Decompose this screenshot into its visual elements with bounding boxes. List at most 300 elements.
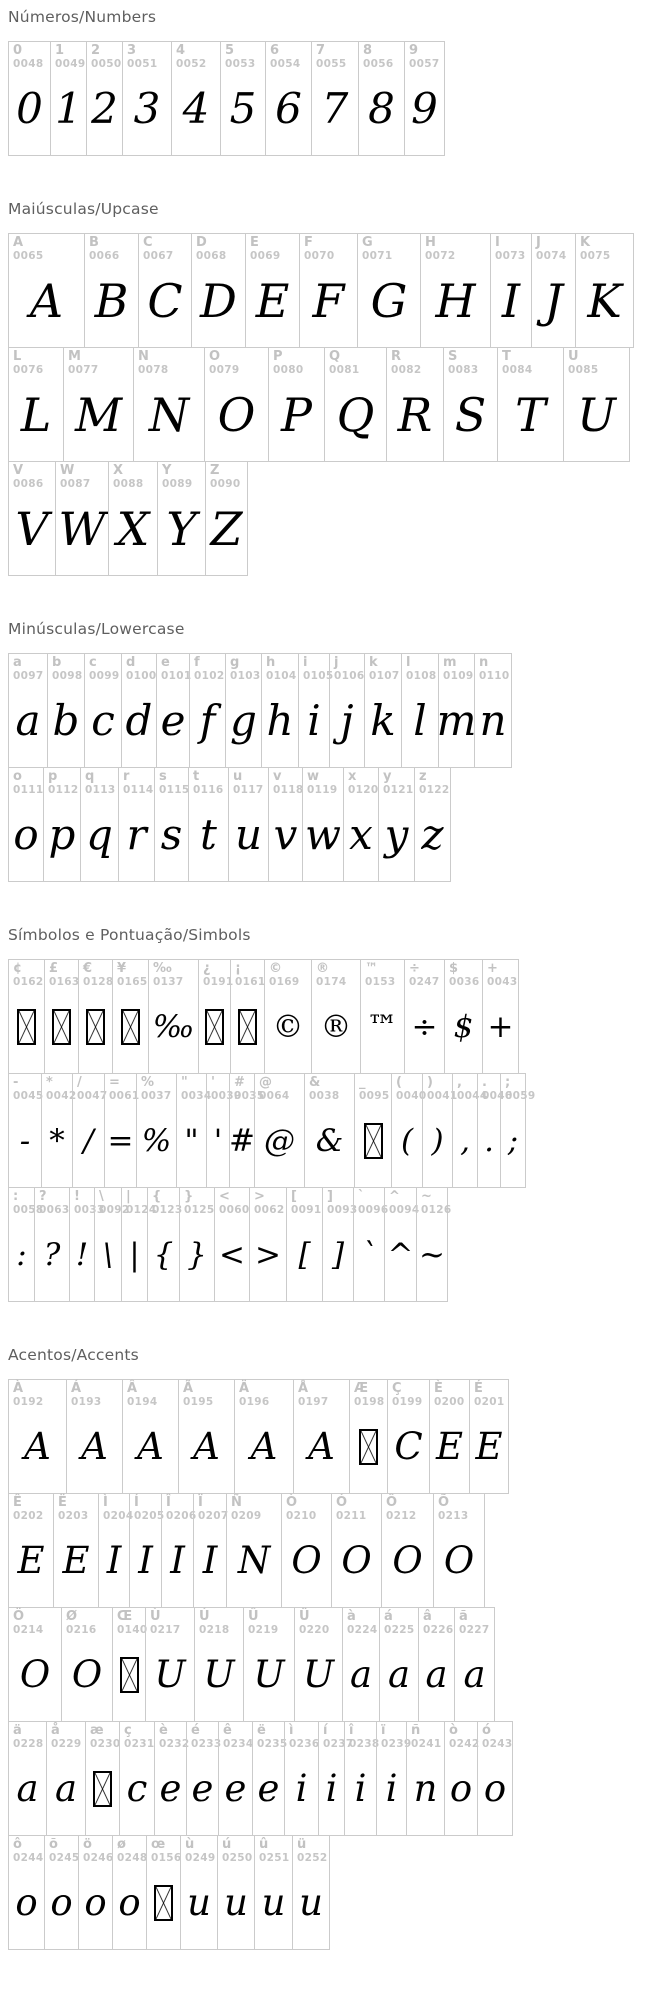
glyph-cell-0238 [344, 1722, 380, 1835]
cell-character: ñ [411, 1723, 421, 1738]
cell-label [9, 1608, 61, 1636]
cell-unicode-code: 0066 [89, 249, 120, 262]
cell-label [355, 1074, 391, 1102]
cell-character: [ [291, 1189, 297, 1204]
missing-glyph-box-icon [364, 1123, 383, 1159]
glyph-preview: z [421, 810, 444, 860]
glyph-cell-0057 [404, 42, 444, 155]
cell-label [255, 1836, 292, 1864]
glyph-cell-0162 [9, 960, 44, 1073]
cell-unicode-code: 0121 [383, 783, 414, 796]
cell-label [354, 1188, 389, 1216]
cell-label [87, 42, 122, 70]
cell-unicode-code: 0119 [307, 783, 338, 796]
cell-character: M [68, 349, 81, 364]
missing-glyph-area [231, 988, 264, 1073]
cell-label [9, 1722, 46, 1750]
glyph-cell-0126 [416, 1188, 452, 1301]
cell-label [453, 1074, 488, 1102]
cell-unicode-code: 0083 [448, 363, 479, 376]
cell-unicode-code: 0193 [71, 1395, 102, 1408]
glyph-cell-0206 [161, 1494, 197, 1607]
cell-unicode-code: 0097 [13, 669, 44, 682]
cell-character: Ç [392, 1381, 402, 1396]
glyph-preview: e [159, 1767, 182, 1811]
glyph-cell-0100 [121, 654, 156, 767]
cell-label [99, 1494, 134, 1522]
glyph-cell-0052 [171, 42, 220, 155]
glyph-preview: A [308, 1425, 335, 1469]
glyph-preview: F [312, 273, 345, 328]
grid-row [8, 1607, 495, 1722]
glyph-cell-0205 [129, 1494, 165, 1607]
glyph-cell-0110 [474, 654, 511, 767]
cell-label [51, 42, 86, 70]
cell-label [9, 42, 50, 70]
cell-character: O [209, 349, 221, 364]
glyph-preview: = [107, 1122, 134, 1159]
cell-label [330, 654, 364, 682]
cell-label [377, 1722, 412, 1750]
glyph-cell-0219 [243, 1608, 294, 1721]
cell-unicode-code: 0137 [153, 975, 184, 988]
glyph-preview: W [58, 501, 106, 556]
cell-character: U [568, 349, 579, 364]
cell-label [501, 1074, 536, 1102]
cell-unicode-code: 0233 [191, 1737, 222, 1750]
cell-label [42, 1074, 77, 1102]
cell-label [439, 654, 474, 682]
glyph-cell-0114 [118, 768, 154, 881]
cell-character: Ô [386, 1495, 398, 1510]
cell-character: R [391, 349, 402, 364]
cell-label [475, 654, 511, 682]
cell-unicode-code: 0239 [381, 1737, 412, 1750]
glyph-preview: 1 [55, 84, 82, 134]
glyph-preview: o [13, 810, 39, 860]
cell-unicode-code: 0076 [13, 363, 44, 376]
cell-label [189, 768, 228, 796]
glyph-cell-0236 [284, 1722, 318, 1835]
cell-character: 3 [127, 43, 137, 58]
cell-unicode-code: 0123 [152, 1203, 183, 1216]
cell-label [255, 1074, 304, 1102]
glyph-cell-0165 [112, 960, 148, 1073]
cell-label [85, 654, 121, 682]
glyph-preview: o [483, 1767, 507, 1811]
cell-character: T [502, 349, 511, 364]
glyph-cell-0231 [119, 1722, 154, 1835]
glyph-cell-0232 [154, 1722, 190, 1835]
glyph-preview: X [116, 501, 150, 556]
cell-label [73, 1074, 108, 1102]
cell-unicode-code: 0071 [362, 249, 393, 262]
cell-character: î [349, 1723, 354, 1738]
glyph-cell-0228 [9, 1722, 46, 1835]
glyph-cell-0128 [78, 960, 112, 1073]
glyph-preview: } [187, 1236, 207, 1273]
glyph-preview: J [544, 273, 563, 328]
glyph-preview: u [187, 1881, 211, 1925]
glyph-cell-0124 [121, 1188, 157, 1301]
cell-character: V [13, 463, 24, 478]
glyph-preview: ) [431, 1122, 444, 1159]
cell-unicode-code: 0231 [124, 1737, 155, 1750]
cell-unicode-code: 0041 [427, 1089, 458, 1102]
cell-label [229, 768, 268, 796]
cell-character: o [13, 769, 22, 784]
cell-label [9, 462, 55, 490]
grid-row [8, 41, 445, 156]
cell-unicode-code: 0036 [449, 975, 480, 988]
cell-character: : [13, 1189, 19, 1204]
cell-character: Ö [13, 1609, 25, 1624]
cell-unicode-code: 0085 [568, 363, 599, 376]
cell-character: ï [381, 1723, 386, 1738]
glyph-cell-0072 [420, 234, 490, 347]
glyph-preview: B [94, 273, 129, 328]
glyph-cell-0103 [225, 654, 261, 767]
cell-label [295, 1608, 342, 1636]
cell-label [79, 1836, 112, 1864]
cell-unicode-code: 0251 [259, 1851, 290, 1864]
glyph-preview: m [436, 696, 477, 746]
glyph-cell-0227 [454, 1608, 494, 1721]
cell-unicode-code: 0094 [389, 1203, 420, 1216]
cell-label [44, 768, 80, 796]
cell-label [85, 234, 138, 262]
cell-label [205, 348, 268, 376]
cell-character: 0 [13, 43, 23, 58]
glyph-cell-0071 [357, 234, 420, 347]
cell-unicode-code: 0069 [250, 249, 281, 262]
cell-character: Ñ [231, 1495, 242, 1510]
missing-glyph-area [9, 988, 44, 1073]
glyph-preview: E [435, 1425, 463, 1469]
cell-unicode-code: 0126 [421, 1203, 452, 1216]
glyph-preview: f [199, 696, 216, 746]
cell-unicode-code: 0101 [161, 669, 192, 682]
cell-label [361, 960, 404, 988]
glyph-preview: ^ [387, 1236, 414, 1273]
cell-character: ø [117, 1837, 126, 1852]
missing-glyph-area [355, 1102, 391, 1187]
cell-unicode-code: 0161 [235, 975, 266, 988]
cell-label [319, 1722, 354, 1750]
glyph-preview: E [17, 1539, 45, 1583]
cell-label [134, 348, 204, 376]
glyph-preview: K [587, 273, 622, 328]
cell-label [172, 42, 220, 70]
glyph-preview: O [443, 1539, 475, 1583]
glyph-preview: i [325, 1767, 338, 1811]
cell-label [387, 348, 443, 376]
glyph-cell-0115 [154, 768, 188, 881]
cell-label [215, 1188, 249, 1216]
cell-unicode-code: 0051 [127, 57, 158, 70]
cell-unicode-code: 0102 [194, 669, 225, 682]
cell-character: Å [298, 1381, 309, 1396]
cell-unicode-code: 0084 [502, 363, 533, 376]
glyph-cell-0093 [322, 1188, 358, 1301]
cell-label [190, 654, 225, 682]
cell-unicode-code: 0113 [85, 783, 116, 796]
glyph-cell-0202 [9, 1494, 53, 1607]
glyph-preview: A [81, 1425, 108, 1469]
glyph-preview: 7 [321, 84, 349, 134]
cell-unicode-code: 0252 [297, 1851, 328, 1864]
cell-unicode-code: 0165 [117, 975, 148, 988]
glyph-cell-0049 [50, 42, 86, 155]
glyph-cell-0092 [94, 1188, 130, 1301]
glyph-cell-0108 [401, 654, 438, 767]
cell-character: û [259, 1837, 269, 1852]
cell-character: l [406, 655, 411, 670]
glyph-cell-0220 [294, 1608, 342, 1721]
cell-unicode-code: 0087 [60, 477, 91, 490]
glyph-cell-0088 [108, 462, 157, 575]
cell-label [95, 1188, 130, 1216]
cell-label [445, 960, 482, 988]
glyph-cell-0043 [482, 960, 518, 1073]
cell-label [162, 1494, 197, 1522]
glyph-cell-0125 [179, 1188, 214, 1301]
cell-character: Q [329, 349, 341, 364]
cell-unicode-code: 0248 [117, 1851, 148, 1864]
cell-unicode-code: 0074 [536, 249, 567, 262]
cell-label [470, 1380, 508, 1408]
glyph-cell-0122 [414, 768, 450, 881]
glyph-cell-0229 [46, 1722, 85, 1835]
glyph-preview: $ [453, 1008, 474, 1045]
grid-row [8, 461, 248, 576]
cell-character: ã [459, 1609, 468, 1624]
glyph-cell-0047 [72, 1074, 108, 1187]
cell-unicode-code: 0162 [13, 975, 44, 988]
cell-unicode-code: 0099 [89, 669, 120, 682]
cell-label [9, 768, 43, 796]
cell-label [380, 1608, 418, 1636]
glyph-cell-0216 [61, 1608, 112, 1721]
glyph-cell-0199 [387, 1380, 429, 1493]
cell-label [299, 654, 334, 682]
cell-character: / [77, 1075, 82, 1090]
cell-unicode-code: 0091 [291, 1203, 322, 1216]
cell-character: x [348, 769, 357, 784]
cell-character: s [159, 769, 167, 784]
glyph-preview: a [463, 1653, 486, 1697]
glyph-preview: R [397, 387, 433, 442]
cell-unicode-code: 0213 [438, 1509, 469, 1522]
cell-label [253, 1722, 288, 1750]
glyph-preview: U [302, 1653, 335, 1697]
cell-unicode-code: 0061 [109, 1089, 140, 1102]
cell-unicode-code: 0216 [66, 1623, 97, 1636]
glyph-cell-0251 [254, 1836, 292, 1949]
glyph-preview: n [479, 696, 507, 746]
cell-character: À [13, 1381, 24, 1396]
glyph-preview: 5 [229, 84, 257, 134]
glyph-cell-0035 [229, 1074, 265, 1187]
cell-character: u [233, 769, 243, 784]
cell-label [9, 960, 44, 988]
glyph-cell-0230 [85, 1722, 119, 1835]
cell-character: ¡ [235, 961, 241, 976]
cell-character: < [219, 1189, 230, 1204]
cell-label [564, 348, 629, 376]
cell-character: ; [505, 1075, 511, 1090]
cell-character: E [250, 235, 259, 250]
cell-unicode-code: 0209 [231, 1509, 262, 1522]
glyph-cell-0050 [86, 42, 122, 155]
cell-label [262, 654, 298, 682]
glyph-grid-numbers [8, 41, 445, 156]
glyph-preview: ! [75, 1236, 89, 1273]
cell-character: Ò [286, 1495, 298, 1510]
cell-unicode-code: 0037 [141, 1089, 172, 1102]
glyph-cell-0140 [112, 1608, 148, 1721]
cell-label [181, 1836, 217, 1864]
cell-character: ] [327, 1189, 333, 1204]
glyph-cell-0068 [191, 234, 245, 347]
glyph-preview: E [62, 1539, 90, 1583]
cell-label [455, 1608, 494, 1636]
cell-label [9, 1836, 44, 1864]
cell-unicode-code: 0214 [13, 1623, 44, 1636]
glyph-preview: w [305, 810, 341, 860]
cell-character: " [181, 1075, 188, 1090]
glyph-cell-0096 [353, 1188, 389, 1301]
cell-label [491, 234, 531, 262]
glyph-preview: ‰ [152, 1008, 195, 1045]
cell-label [478, 1722, 512, 1750]
missing-glyph-box-icon [359, 1429, 378, 1465]
glyph-preview: y [384, 810, 409, 860]
glyph-preview: @ [264, 1122, 295, 1159]
glyph-cell-0212 [381, 1494, 433, 1607]
cell-character: 8 [363, 43, 373, 58]
glyph-cell-0242 [444, 1722, 480, 1835]
cell-character: Y [162, 463, 172, 478]
glyph-preview: ` [361, 1236, 377, 1273]
cell-unicode-code: 0198 [354, 1395, 385, 1408]
cell-unicode-code: 0195 [183, 1395, 214, 1408]
glyph-preview: U [154, 1653, 186, 1697]
cell-unicode-code: 0120 [348, 783, 379, 796]
cell-character: ú [222, 1837, 232, 1852]
glyph-cell-0075 [575, 234, 633, 347]
glyph-preview: 3 [133, 84, 161, 134]
cell-label [434, 1494, 484, 1522]
glyph-preview: V [15, 501, 49, 556]
glyph-cell-0060 [214, 1188, 249, 1301]
glyph-preview: M [74, 387, 123, 442]
cell-label [146, 1608, 194, 1636]
cell-label [392, 1074, 427, 1102]
cell-unicode-code: 0226 [423, 1623, 454, 1636]
missing-glyph-area [350, 1408, 387, 1493]
cell-character: È [434, 1381, 443, 1396]
glyph-cell-0121 [378, 768, 414, 881]
cell-character: Ø [66, 1609, 78, 1624]
glyph-preview: T [515, 387, 546, 442]
cell-label [294, 1380, 349, 1408]
cell-unicode-code: 0090 [210, 477, 241, 490]
cell-unicode-code: 0107 [369, 669, 400, 682]
cell-character: \ [99, 1189, 104, 1204]
cell-character: J [536, 235, 541, 250]
glyph-preview: a [387, 1653, 411, 1697]
glyph-cell-0113 [80, 768, 118, 881]
glyph-preview: d [125, 696, 153, 746]
glyph-preview: C [394, 1425, 423, 1469]
cell-label [219, 1722, 252, 1750]
cell-label [155, 1722, 190, 1750]
glyph-cell-0105 [298, 654, 334, 767]
cell-unicode-code: 0203 [58, 1509, 89, 1522]
cell-character: å [51, 1723, 60, 1738]
cell-unicode-code: 0115 [159, 783, 190, 796]
cell-label [266, 42, 311, 70]
cell-unicode-code: 0112 [48, 783, 79, 796]
cell-character: b [52, 655, 62, 670]
cell-character: @ [259, 1075, 272, 1090]
glyph-preview: 0 [16, 84, 43, 134]
cell-unicode-code: 0073 [495, 249, 526, 262]
cell-unicode-code: 0040 [396, 1089, 427, 1102]
cell-label [312, 42, 358, 70]
glyph-cell-0037 [136, 1074, 176, 1187]
cell-unicode-code: 0247 [409, 975, 440, 988]
cell-unicode-code: 0060 [219, 1203, 250, 1216]
cell-unicode-code: 0038 [309, 1089, 340, 1102]
cell-unicode-code: 0064 [259, 1089, 290, 1102]
glyph-preview: O [392, 1539, 423, 1583]
section-accents [8, 1346, 651, 1950]
glyph-cell-0102 [189, 654, 225, 767]
glyph-cell-0119 [302, 768, 343, 881]
glyph-preview: g [230, 696, 257, 746]
glyph-preview: o [15, 1881, 38, 1925]
glyph-preview: a [349, 1653, 373, 1697]
cell-unicode-code: 0230 [90, 1737, 121, 1750]
glyph-cell-0198 [349, 1380, 387, 1493]
glyph-preview: # [229, 1122, 255, 1159]
cell-unicode-code: 0241 [411, 1737, 442, 1750]
cell-unicode-code: 0212 [386, 1509, 417, 1522]
cell-label [231, 960, 264, 988]
cell-label [139, 234, 191, 262]
cell-character: Õ [438, 1495, 450, 1510]
glyph-preview: h [266, 696, 294, 746]
cell-unicode-code: 0048 [13, 57, 44, 70]
glyph-cell-0101 [156, 654, 192, 767]
cell-character: Œ [117, 1609, 133, 1624]
cell-unicode-code: 0053 [225, 57, 256, 70]
cell-unicode-code: 0092 [99, 1203, 130, 1216]
glyph-preview: E [475, 1425, 503, 1469]
cell-label [155, 768, 188, 796]
cell-character: ^ [389, 1189, 400, 1204]
glyph-cell-0192 [9, 1380, 66, 1493]
cell-character: ( [396, 1075, 402, 1090]
cell-label [79, 960, 112, 988]
glyph-cell-0213 [433, 1494, 484, 1607]
glyph-preview: Q [336, 387, 375, 442]
missing-glyph-box-icon [121, 1009, 140, 1045]
cell-unicode-code: 0116 [193, 783, 224, 796]
cell-label [246, 234, 299, 262]
